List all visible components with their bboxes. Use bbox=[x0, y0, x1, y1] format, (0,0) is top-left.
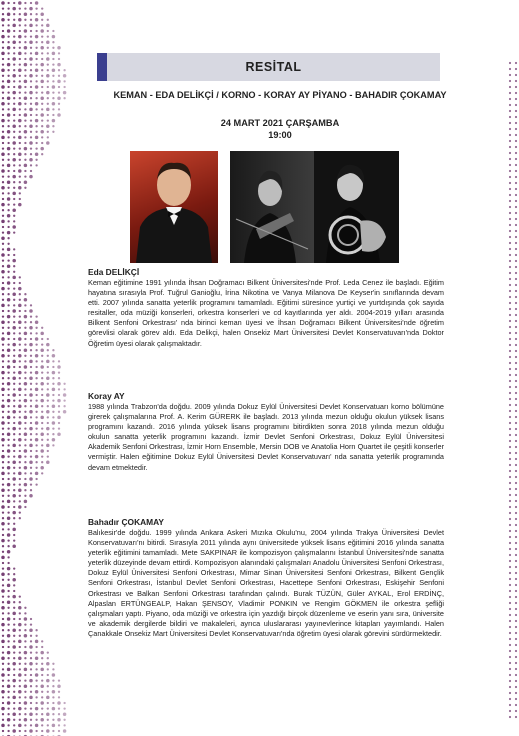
bio-section-eda bbox=[88, 267, 444, 349]
bio-text: Keman eğitimine 1991 yılında İhsan Doğramacı Bilkent Üniversitesi'nde Prof. Leda Cenez ile başladı. Eğitim hayatına sırasıyla Prof. Tuğrul Ganioğlu, İrina Nikotina ve Vanya Milanova De Keyser'in sınıflarında devam etti. 2007 yılında sanatta yeterlik programını tamamladı. Eğitimi süresince yurtiçi ve yurtdışında çok sayıda resitaller, oda müziği konserleri, orkestra konserleri ve cd kayıtlarında yer aldı. 2004-2019 yılları arasında Bilkent Senfoni Orkestrası' nda birinci keman üyesi ve İhsan Doğramacı Bilkent Üniversitesi'nde öğretim görevlisi olarak görev aldı. Eda Delikçi, halen Onsekiz Mart Üniversitesi Devlet Konservatuvarı'nda Doktor Öğretim üyesi olarak çalışmaktadır. bbox=[88, 278, 444, 348]
event-date: 24 MART 2021 ÇARŞAMBA bbox=[220, 118, 340, 128]
bio-section-bahadir bbox=[88, 517, 444, 639]
decorative-dot-pattern bbox=[0, 0, 72, 736]
decorative-dot-strip bbox=[507, 60, 519, 720]
bio-name: Eda DELİKÇİ bbox=[88, 267, 140, 277]
duo-photo-violin-horn bbox=[230, 151, 399, 263]
page-title: RESİTAL bbox=[245, 60, 302, 74]
performers-line: KEMAN - EDA DELİKÇİ / KORNO - KORAY AY PİYANO - BAHADIR ÇOKAMAY bbox=[113, 90, 447, 100]
bio-section-koray bbox=[88, 391, 444, 473]
bio-name: Bahadır ÇOKAMAY bbox=[88, 517, 165, 527]
portrait-photo-pianist bbox=[130, 151, 218, 263]
title-accent-bar bbox=[97, 53, 107, 81]
bio-text: Balıkesir'de doğdu. 1999 yılında Ankara Askeri Mızıka Okulu'nu, 2004 yılında Trakya Üniversitesi Devlet Konservatuvarı'nı bitirdi. Sırasıyla 2011 yılında aynı üniversitede yüksek lisans eğitimini 2016 yılında sanatta yeterlik eğitimini tamamladı. Mete SAKPINAR ile kompozisyon çalışmalarını İstanbul Üniversitesi'nde sanatta yeterlik düzeyinde devam ettirdi. Kompozisyon alanındaki çalışmaları Anadolu Üniversitesi Senfoni Orkestrası, Dokuz Eylül Üniversitesi Senfoni Orkestrası, Mimar Sinan Üniversitesi Senfoni Orkestrası, Bilkent Gençlik Senfoni Orkestrası, İstanbul Devlet Senfoni Orkestrası, Hacettepe Senfoni Orkestrası, Eskişehir Senfoni Orkestrası ve Balkan Senfoni Orkestrası tarafından çalındı. Burak TÜZÜN, Güler AYKAL, Erol ERDİNÇ, Alpaslan ERTÜNGEALP, Hakan ŞENSOY, Vladimir PONKIN ve Rengim GÖKMEN ile orkestra şefliği çalışmaları yaptı. Piyano, oda müziği ve orkestra için yazdığı birçok düzenleme ve eserin yanı sıra, üniversite ve akademik dergilerde bildiri ve makaleleri, ayrıca uluslararası yayınevlerince kitapları yayımlandı. Halen Çanakkale Onsekiz Mart Üniversitesi Devlet Konservatuvarı'nda öğretim üyesi olarak görevini sürdürmektedir. bbox=[88, 528, 444, 638]
event-time: 19:00 bbox=[268, 130, 292, 140]
bio-text: 1988 yılında Trabzon'da doğdu. 2009 yılında Dokuz Eylül Üniversitesi Devlet Konservatuarı korno bölümüne girerek çalışmalarına Prof. A. Kerim GÜRERK ile başladı. 2013 yılında mezun olduğu okulun yüksek lisans programını kazandı. 2016 yılında yüksek lisans programını bitirdikten sonra 2018 yılında mezun olduğu okulun sanatta yeterlik programını kazandı. İzmir Devlet Senfoni Orkestrası, Dokuz Eylül Üniversitesi Akademik Senfoni Orkestrası, İzmir Horn Ensemble, Mersin DOB ve Anatolia Horn Quartet ile çeşitli konserler vermiştir. Halen eğitimine Dokuz Eylül Üniversitesi Devlet Konservatuvarı' nda sanatta yeterlik programında devam etmektedir. bbox=[88, 402, 444, 472]
bio-name: Koray AY bbox=[88, 391, 125, 401]
